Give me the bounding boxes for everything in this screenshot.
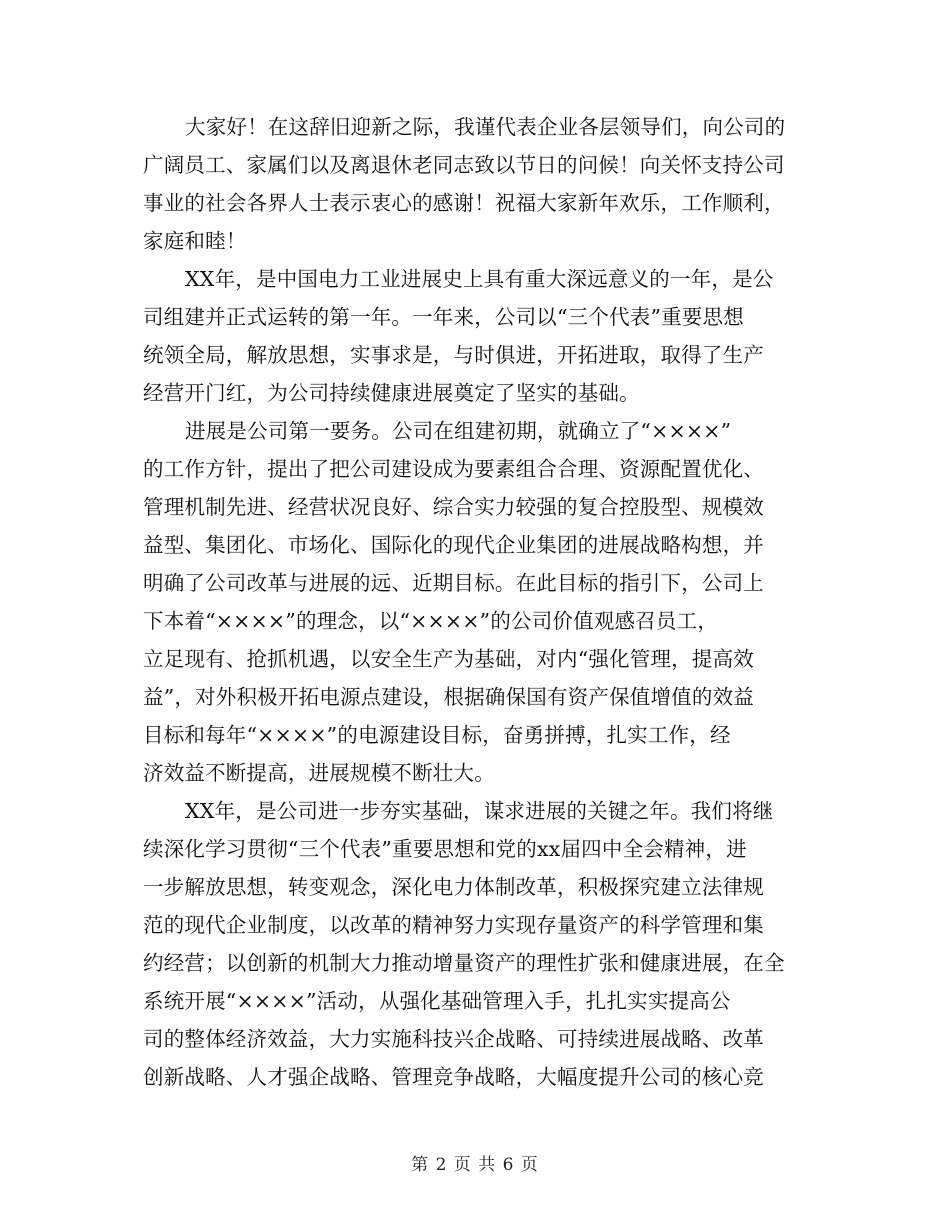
text-line: 创新战略、人才强企战略、管理竞争战略，大幅度提升公司的核心竞 — [143, 1065, 764, 1089]
text-line: 下本着“××××”的理念，以“××××”的公司价值观感召员工， — [143, 609, 719, 633]
text-line: 系统开展“××××”活动，从强化基础管理入手，扎扎实实提高公 — [143, 989, 731, 1013]
paragraph-review — [143, 260, 807, 412]
text-line: 家庭和睦！ — [143, 229, 247, 253]
text-line: 一步解放思想，转变观念，深化电力体制改革，积极探究建立法律规 — [143, 875, 764, 899]
text-line: 约经营；以创新的机制大力推动增量资产的理性扩张和健康进展，在全 — [143, 951, 785, 975]
text-line: 进展是公司第一要务。公司在组建初期，就确立了“××××” — [185, 419, 732, 443]
text-line: 的工作方针，提出了把公司建设成为要素组合合理、资源配置优化、 — [143, 457, 764, 481]
text-line: 明确了公司改革与进展的远、近期目标。在此目标的指引下，公司上 — [143, 571, 764, 595]
text-line: XX年，是中国电力工业进展史上具有重大深远意义的一年，是公 — [185, 267, 774, 291]
text-line: 济效益不断提高，进展规模不断壮大。 — [143, 761, 495, 785]
text-line: 益型、集团化、市场化、国际化的现代企业集团的进展战略构想，并 — [143, 533, 764, 557]
text-line: 事业的社会各界人士表示衷心的感谢！祝福大家新年欢乐，工作顺利， — [143, 191, 785, 215]
document-body — [143, 108, 807, 1096]
text-line: 立足现有、抢抓机遇，以安全生产为基础，对内“强化管理，提高效 — [143, 647, 754, 671]
paragraph-greeting — [143, 108, 807, 260]
text-line: 广阔员工、家属们以及离退休老同志致以节日的问候！向关怀支持公司 — [143, 153, 785, 177]
text-line: 续深化学习贯彻“三个代表”重要思想和党的xx届四中全会精神，进 — [143, 837, 747, 861]
text-line: 范的现代企业制度，以改革的精神努力实现存量资产的科学管理和集 — [143, 913, 764, 937]
text-line: 统领全局，解放思想，实事求是，与时俱进，开拓进取，取得了生产 — [143, 343, 764, 367]
text-line: 目标和每年“××××”的电源建设目标，奋勇拼搏，扎实工作，经 — [143, 723, 731, 747]
page-number-footer: 第 2 页 共 6 页 — [411, 1155, 539, 1175]
text-line: 司的整体经济效益，大力实施科技兴企战略、可持续进展战略、改革 — [143, 1027, 764, 1051]
text-line: 经营开门红，为公司持续健康进展奠定了坚实的基础。 — [143, 381, 640, 405]
text-line: 大家好！在这辞旧迎新之际，我谨代表企业各层领导们，向公司的 — [185, 115, 786, 139]
text-line: 管理机制先进、经营状况良好、综合实力较强的复合控股型、规模效 — [143, 495, 764, 519]
text-line: 益”，对外积极开拓电源点建设，根据确保国有资产保值增值的效益 — [143, 685, 754, 709]
text-line: 司组建并正式运转的第一年。一年来，公司以“三个代表”重要思想 — [143, 305, 744, 329]
paragraph-outlook — [143, 792, 807, 1096]
text-line: XX年，是公司进一步夯实基础，谋求进展的关键之年。我们将继 — [185, 799, 774, 823]
paragraph-development — [143, 412, 807, 792]
